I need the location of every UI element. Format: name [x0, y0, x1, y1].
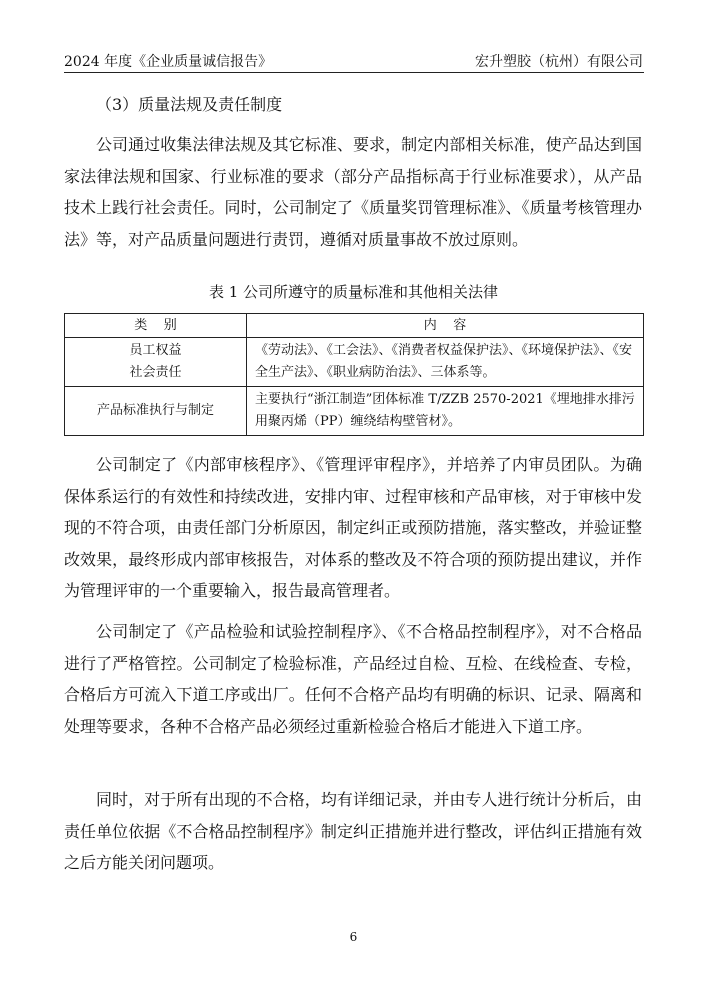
category-line: 社会责任 — [129, 365, 182, 380]
table-cell-content: 主要执行“浙江制造”团体标准 T/ZZB 2570-2021《埋地排水排污用聚丙烯（PP）缠绕结构壁管材》。 — [247, 387, 644, 436]
paragraph-regulations: 公司通过收集法律法规及其它标准、要求，制定内部相关标准，使产品达到国家法律法规和国家、行业标准的要求（部分产品指标高于行业标准要求），从产品技术上践行社会责任。同时，公司制定了《质量奖罚管理标准》、《质量考核管理办法》等，对产品质量问题进行责罚，遵循对质量事故不放过原则。 — [64, 135, 642, 249]
page-number: 6 — [349, 930, 358, 944]
category-line: 产品标准执行与制定 — [96, 403, 214, 418]
table-header-row — [65, 314, 644, 338]
table-row — [65, 338, 644, 387]
table-header-category: 类 别 — [65, 314, 247, 338]
section-title: （3）质量法规及责任制度 — [96, 95, 283, 114]
table-cell-category — [65, 338, 247, 387]
table-header-content: 内 容 — [247, 314, 644, 338]
standards-table — [64, 313, 644, 436]
header-right: 宏升塑胶（杭州）有限公司 — [475, 54, 643, 70]
table-caption: 表 1 公司所遵守的质量标准和其他相关法律 — [208, 283, 499, 301]
table-cell-category — [65, 387, 247, 436]
header-left: 2024 年度《企业质量诚信报告》 — [64, 54, 273, 70]
table-cell-content: 《劳动法》、《工会法》、《消费者权益保护法》、《环境保护法》、《安全生产法》、《职业病防治法》、三体系等。 — [247, 338, 644, 387]
paragraph-nonconformity: 同时，对于所有出现的不合格，均有详细记录，并由专人进行统计分析后，由责任单位依据《不合格品控制程序》制定纠正措施并进行整改，评估纠正措施有效之后方能关闭问题项。 — [64, 790, 642, 872]
paragraph-inspection: 公司制定了《产品检验和试验控制程序》、《不合格品控制程序》，对不合格品进行了严格管控。公司制定了检验标准，产品经过自检、互检、在线检查、专检，合格后方可流入下道工序或出厂。任何不合格产品均有明确的标识、记录、隔离和处理等要求，各种不合格产品必须经过重新检验合格后才能进入下道工序。 — [64, 622, 642, 736]
header-divider — [64, 72, 644, 73]
paragraph-internal-audit: 公司制定了《内部审核程序》、《管理评审程序》，并培养了内审员团队。为确保体系运行的有效性和持续改进，安排内审、过程审核和产品审核，对于审核中发现的不符合项，由责任部门分析原因，制定纠正或预防措施，落实整改，并验证整改效果，最终形成内部审核报告，对体系的整改及不符合项的预防提出建议，并作为管理评审的一个重要输入，报告最高管理者。 — [64, 455, 642, 600]
category-line: 员工权益 — [129, 343, 182, 358]
table-row — [65, 387, 644, 436]
